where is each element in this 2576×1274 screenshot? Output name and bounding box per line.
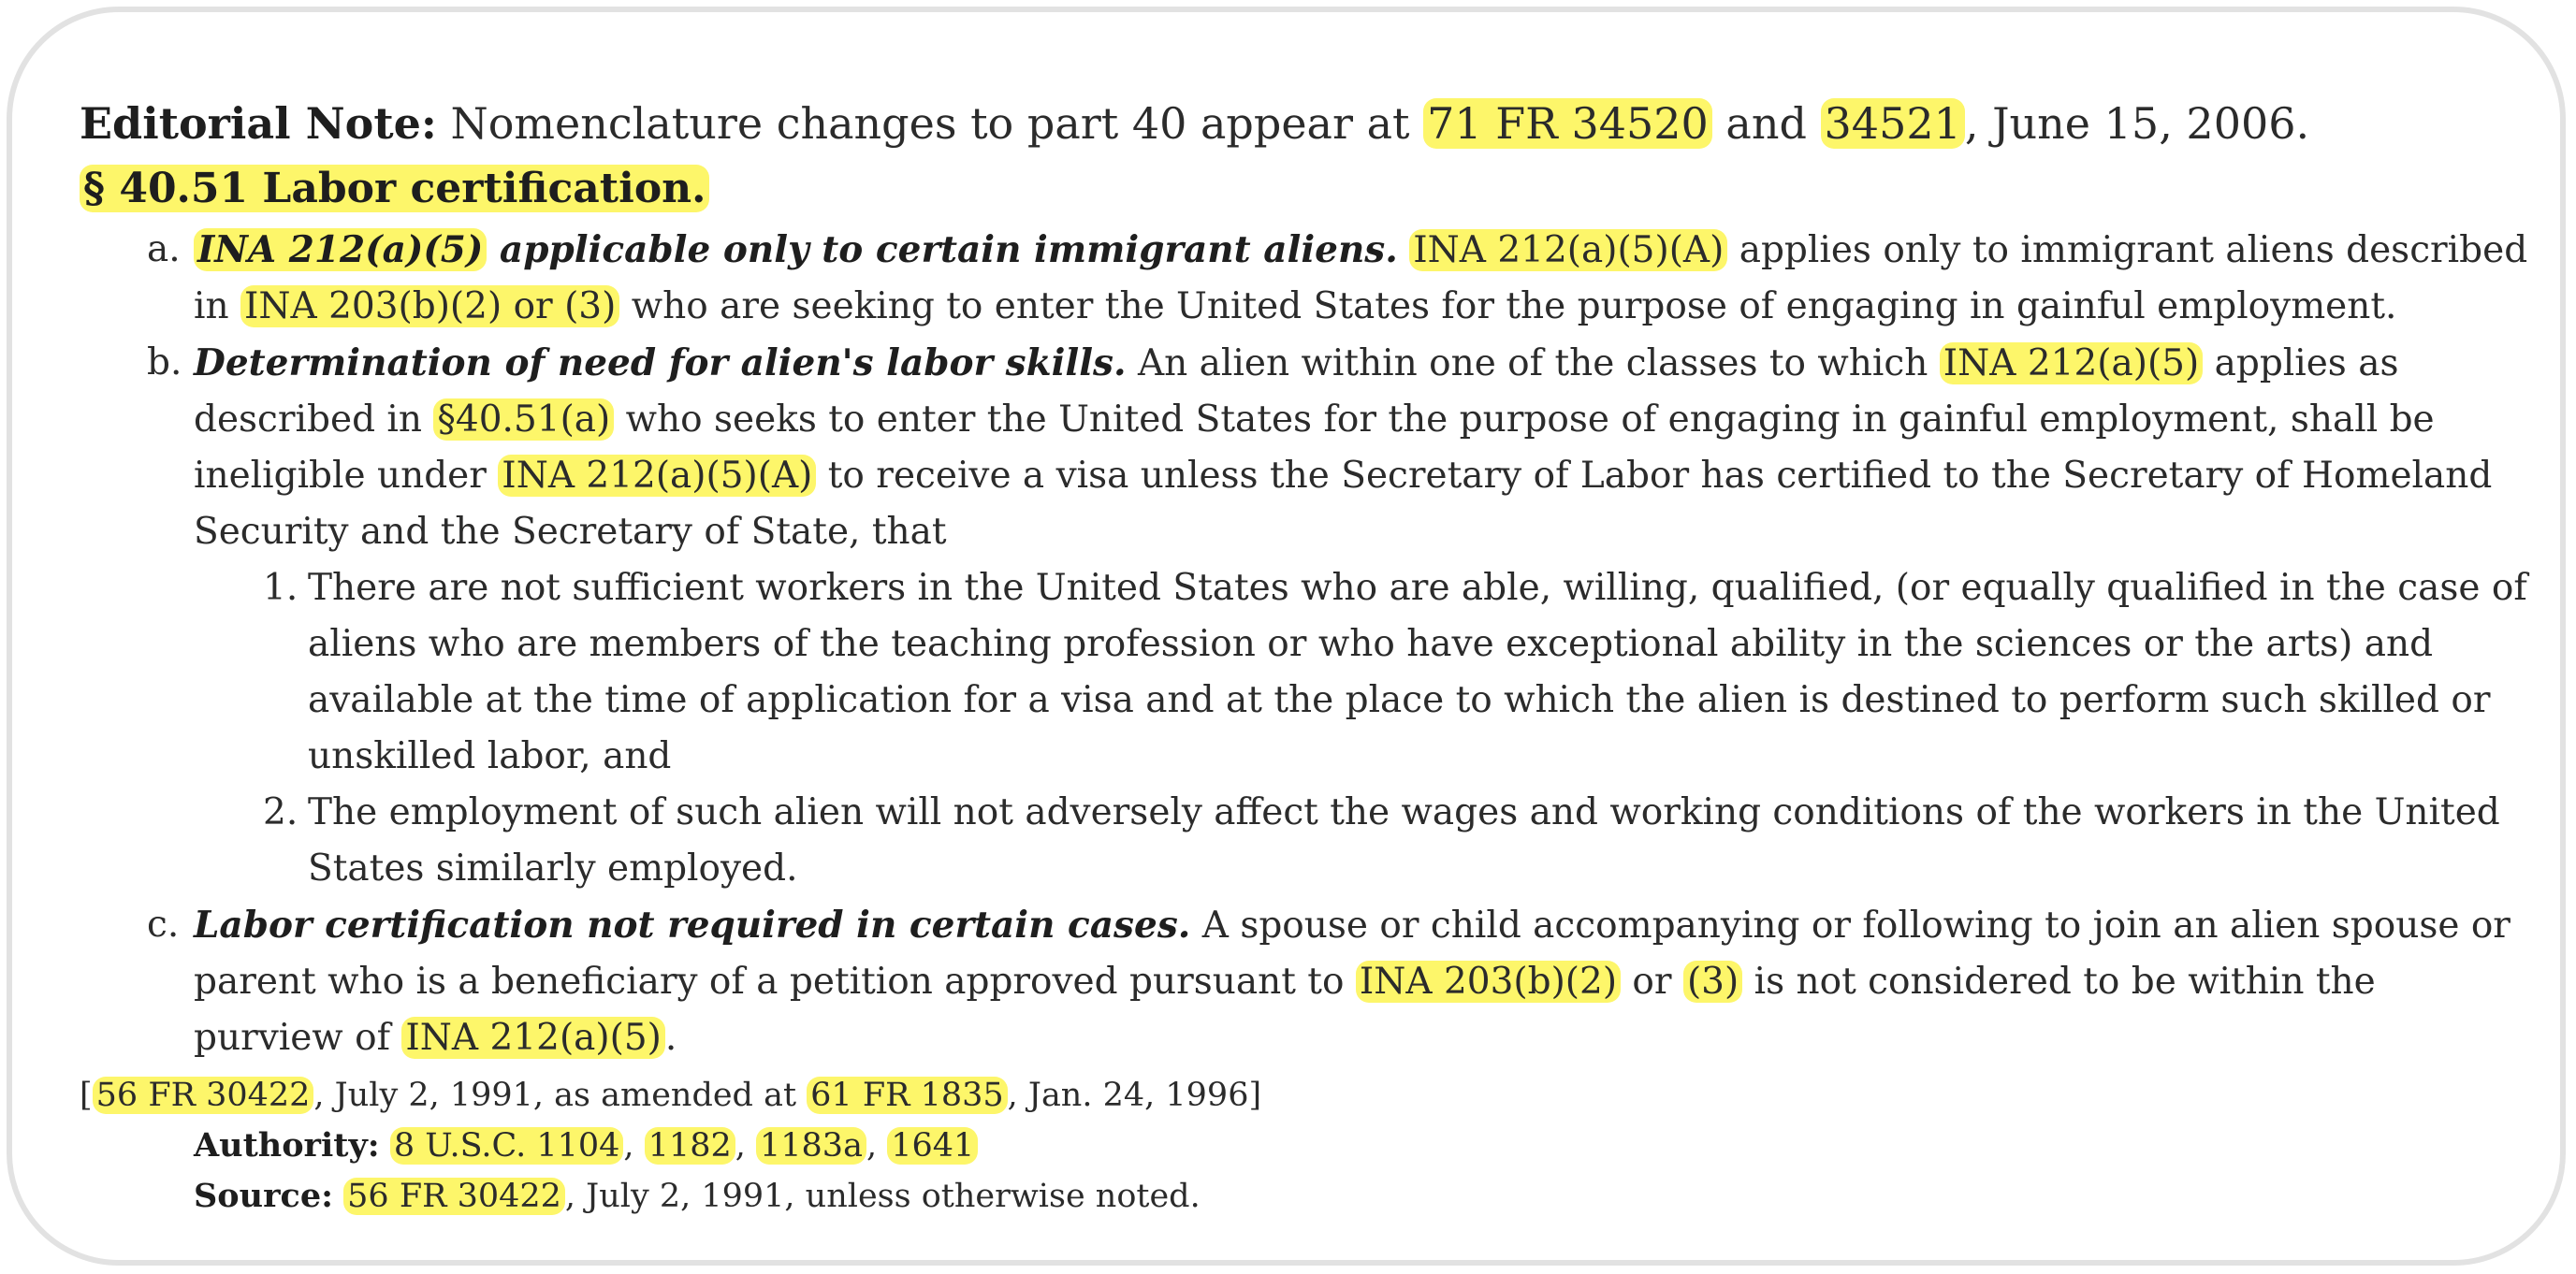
paragraph-b-text: who seeks to enter the United States for the purpose of engaging in gainful employment, shall be ineligible under: [194, 398, 2435, 497]
citation-open-bracket: [: [80, 1077, 93, 1114]
editorial-note-date: , June 15, 2006.: [1964, 98, 2310, 149]
ina-212-a-5-link[interactable]: INA 212(a)(5): [1940, 342, 2203, 384]
paragraph-c-text: is not considered to be within the purview of: [194, 961, 2376, 1059]
separator: ,: [623, 1127, 645, 1165]
ina-212-a-5-A-link[interactable]: INA 212(a)(5)(A): [498, 455, 816, 497]
paragraph-a-text: applies only to immigrant aliens described in: [194, 229, 2528, 327]
paragraph-b-marker: b.: [147, 341, 182, 384]
usc-1183a-link[interactable]: 1183a: [756, 1127, 866, 1165]
authority-label: Authority:: [194, 1126, 380, 1165]
editorial-note-text: Nomenclature changes to part 40 appear at: [436, 98, 1424, 149]
space: [380, 1127, 390, 1165]
separator: ,: [866, 1127, 888, 1165]
source-label: Source:: [194, 1177, 334, 1215]
ina-203-b-3-link[interactable]: (3): [1683, 961, 1742, 1003]
paragraph-b-heading: Determination of need for alien's labor skills.: [194, 341, 1127, 384]
section-title[interactable]: § 40.51 Labor certification.: [80, 165, 709, 212]
citation-text-end: , Jan. 24, 1996]: [1007, 1077, 1262, 1114]
separator: ,: [735, 1127, 756, 1165]
editorial-note: [80, 91, 2531, 156]
paragraph-b-sublist: [194, 560, 2531, 897]
fr-link-71-34520[interactable]: 71 FR 34520: [1423, 98, 1712, 149]
fr-link-56-30422[interactable]: 56 FR 30422: [93, 1077, 314, 1114]
regulation-content: [80, 91, 2531, 1222]
usc-1641-link[interactable]: 1641: [887, 1127, 978, 1165]
editorial-note-label: Editorial Note:: [80, 98, 437, 149]
paragraph-b-text: to receive a visa unless the Secretary of Labor has certified to the Secretary of Homeland Security and the Secretary of State, that: [194, 455, 2493, 553]
citation-text: , July 2, 1991, as amended at: [313, 1077, 808, 1114]
ina-212-a-5-heading-link[interactable]: INA 212(a)(5): [194, 228, 487, 271]
paragraph-c: [80, 897, 2531, 1066]
paragraph-a-marker: a.: [147, 228, 181, 270]
space: [333, 1178, 343, 1215]
paragraph-b: [80, 335, 2531, 897]
source-line: [80, 1171, 2531, 1222]
usc-1104-link[interactable]: 8 U.S.C. 1104: [390, 1127, 624, 1165]
fr-link-34521[interactable]: 34521: [1821, 98, 1965, 149]
authority-line: [80, 1121, 2531, 1171]
fr-link-61-1835[interactable]: 61 FR 1835: [807, 1077, 1008, 1114]
ina-203-b-2-or-3-link[interactable]: INA 203(b)(2) or (3): [240, 285, 619, 327]
ina-212-a-5-link[interactable]: INA 212(a)(5): [401, 1017, 664, 1059]
space: [1398, 229, 1409, 271]
paragraph-a-heading-text: applicable only to certain immigrant aliens.: [487, 228, 1398, 271]
paragraph-b-text: applies as described in: [194, 342, 2399, 441]
paragraph-c-text-end: .: [664, 1017, 677, 1059]
paragraph-list: [80, 222, 2531, 1066]
subparagraph-2-marker: 2.: [263, 791, 298, 833]
paragraph-b-text: An alien within one of the classes to which: [1126, 342, 1940, 384]
subparagraph-1-text: There are not sufficient workers in the United States who are able, willing, qualified, (or equally qualified in the case of aliens who are members of the teaching profession or who have exceptional ability in the sciences or the arts) and available at the time of application for a visa and at the place to which the alien is destined to perform such skilled or unskilled labor, and: [308, 567, 2527, 777]
paragraph-a: [80, 222, 2531, 335]
source-citation: [80, 1070, 2531, 1121]
fr-link-56-30422-source[interactable]: 56 FR 30422: [343, 1178, 565, 1215]
usc-1182-link[interactable]: 1182: [645, 1127, 735, 1165]
document-frame: [7, 7, 2566, 1266]
paragraph-c-text: or: [1621, 961, 1683, 1003]
paragraph-c-text: A spouse or child accompanying or following to join an alien spouse or parent who is a beneficiary of a petition approved pursuant to: [194, 905, 2511, 1003]
subparagraph-1: [194, 560, 2531, 785]
editorial-note-connector: and: [1711, 98, 1821, 149]
paragraph-a-heading: [194, 228, 1398, 271]
source-text: , July 2, 1991, unless otherwise noted.: [564, 1178, 1201, 1215]
subparagraph-2-text: The employment of such alien will not adversely affect the wages and working conditions of the workers in the United States similarly employed.: [308, 791, 2500, 890]
paragraph-a-text-end: who are seeking to enter the United States for the purpose of engaging in gainful employment.: [619, 285, 2397, 327]
paragraph-c-heading: Labor certification not required in certain cases.: [194, 904, 1191, 947]
subparagraph-2: [194, 785, 2531, 897]
paragraph-c-marker: c.: [147, 904, 180, 946]
section-title-row: [80, 156, 2531, 222]
ina-212-a-5-A-link[interactable]: INA 212(a)(5)(A): [1409, 229, 1727, 271]
ina-203-b-2-link[interactable]: INA 203(b)(2): [1356, 961, 1621, 1003]
section-40-51-a-link[interactable]: §40.51(a): [433, 398, 614, 441]
subparagraph-1-marker: 1.: [263, 567, 298, 609]
